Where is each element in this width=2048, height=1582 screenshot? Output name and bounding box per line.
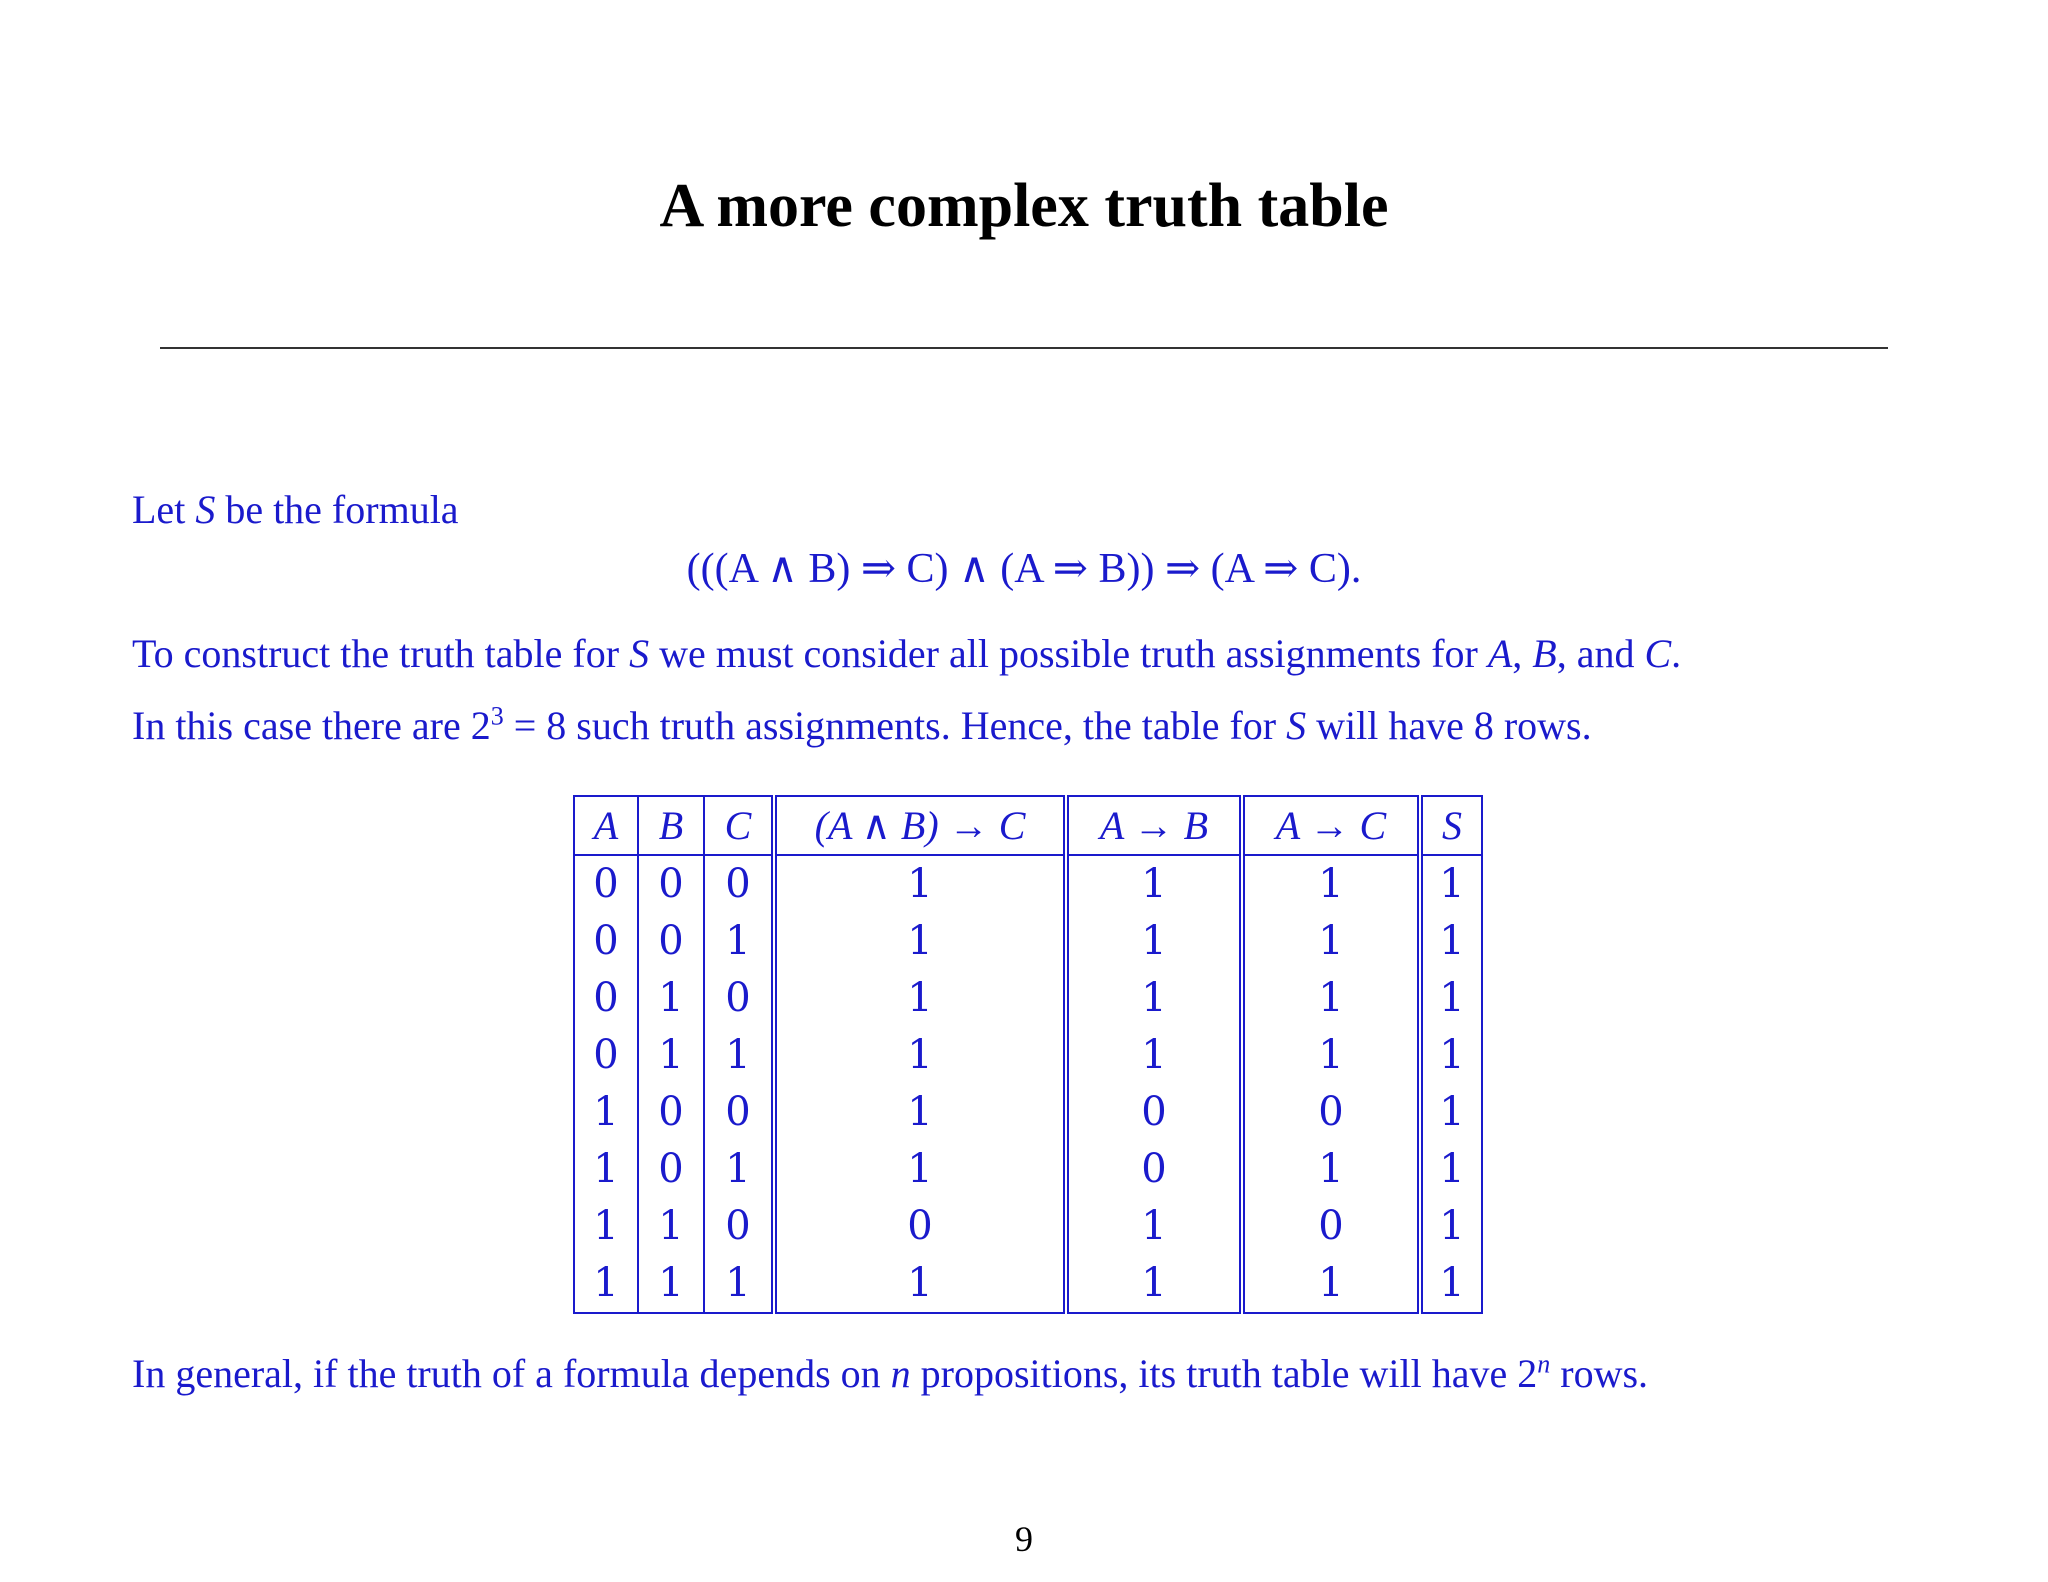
table-row: [574, 913, 1482, 970]
cell-ab-implies-c: 1: [774, 970, 1066, 1027]
cell-s: 1: [1439, 1032, 1465, 1078]
formula-display: (((A ∧ B) ⇒ C) ∧ (A ⇒ B)) ⇒ (A ⇒ C).: [686, 546, 1362, 592]
p1-text2: we must consider all possible truth assignments for: [649, 631, 1488, 676]
p2-exponent: 3: [490, 701, 504, 731]
table-row: [574, 855, 1482, 913]
truth-table: [573, 795, 1483, 1314]
page-number: 9: [1015, 1519, 1033, 1559]
cell-b: 1: [638, 970, 704, 1027]
cell-c: 0: [704, 855, 774, 913]
paragraph-assignments: [132, 630, 1681, 678]
header-a: A: [574, 796, 638, 855]
header-a-and-b-implies-c: (A ∧ B) → C: [774, 796, 1066, 855]
cell-ab-implies-c: 1: [774, 1141, 1066, 1198]
p1-text: To construct the truth table for: [132, 631, 630, 676]
cell-b: 1: [638, 1255, 704, 1313]
concl-text: In general, if the truth of a formula depends on: [132, 1351, 891, 1396]
p1-var-b: B: [1532, 631, 1557, 676]
cell-c: 1: [704, 1141, 774, 1198]
table-row: [574, 1141, 1482, 1198]
cell-a-implies-b: 1: [1066, 913, 1242, 970]
cell-s: 1: [1439, 1089, 1465, 1135]
cell-a-implies-c: 0: [1242, 1084, 1420, 1141]
cell-a: 1: [574, 1198, 638, 1255]
cell-s: 1: [1439, 861, 1465, 907]
cell-a-implies-b: 1: [1066, 970, 1242, 1027]
table-row: [574, 970, 1482, 1027]
cell-c: 0: [704, 970, 774, 1027]
cell-a-implies-b: 0: [1066, 1084, 1242, 1141]
table-row: [574, 1027, 1482, 1084]
p2-text2: such truth assignments. Hence, the table for: [566, 703, 1287, 748]
p1-text3: , and: [1556, 631, 1645, 676]
paragraph-row-count: [132, 702, 1592, 750]
intro-line: [132, 486, 459, 534]
cell-a-implies-b: 1: [1066, 855, 1242, 913]
truth-table-header-row: [574, 796, 1482, 855]
cell-a-implies-c: 1: [1242, 1027, 1420, 1084]
cell-ab-implies-c: 1: [774, 1255, 1066, 1313]
cell-a: 0: [574, 913, 638, 970]
table-row: [574, 1084, 1482, 1141]
cell-a: 1: [574, 1255, 638, 1313]
table-row: [574, 1255, 1482, 1313]
cell-c: 0: [704, 1198, 774, 1255]
p1-var-c: C: [1644, 631, 1672, 676]
concl-var-n: n: [890, 1351, 911, 1396]
p2-text3: will have 8 rows.: [1306, 703, 1592, 748]
cell-a: 1: [574, 1084, 638, 1141]
intro-suffix: be the formula: [215, 487, 459, 532]
cell-s: 1: [1439, 918, 1465, 964]
concl-exponent: n: [1537, 1349, 1551, 1379]
cell-a-implies-c: 1: [1242, 855, 1420, 913]
intro-var-s: S: [195, 487, 216, 532]
cell-ab-implies-c: 1: [774, 1027, 1066, 1084]
cell-ab-implies-c: 1: [774, 1084, 1066, 1141]
cell-a: 0: [574, 970, 638, 1027]
cell-a-implies-c: 0: [1242, 1198, 1420, 1255]
p2-var-s: S: [1286, 703, 1307, 748]
p2-eq: = 8: [503, 703, 567, 748]
cell-a-implies-b: 0: [1066, 1141, 1242, 1198]
concl-text3: rows.: [1550, 1351, 1649, 1396]
header-s: S: [1420, 796, 1482, 855]
cell-a-implies-b: 1: [1066, 1255, 1242, 1313]
header-b: B: [638, 796, 704, 855]
header-a-implies-b: A → B: [1066, 796, 1242, 855]
cell-s: 1: [1439, 1203, 1465, 1249]
cell-a-implies-c: 1: [1242, 1255, 1420, 1313]
cell-ab-implies-c: 1: [774, 913, 1066, 970]
cell-b: 1: [638, 1198, 704, 1255]
cell-ab-implies-c: 1: [774, 855, 1066, 913]
intro-prefix: Let: [132, 487, 196, 532]
p1-var-a: A: [1487, 631, 1513, 676]
p1-var-s: S: [629, 631, 650, 676]
cell-a-implies-b: 1: [1066, 1027, 1242, 1084]
cell-a-implies-c: 1: [1242, 970, 1420, 1027]
concl-text2: propositions, its truth table will have 2: [910, 1351, 1538, 1396]
p2-text: In this case there are 2: [132, 703, 491, 748]
cell-c: 1: [704, 913, 774, 970]
table-row: [574, 1198, 1482, 1255]
cell-b: 0: [638, 913, 704, 970]
title-divider: [160, 347, 1888, 349]
cell-c: 0: [704, 1084, 774, 1141]
cell-s: 1: [1439, 1260, 1465, 1306]
cell-a-implies-b: 1: [1066, 1198, 1242, 1255]
header-a-implies-c: A → C: [1242, 796, 1420, 855]
cell-b: 0: [638, 1084, 704, 1141]
cell-a: 0: [574, 1027, 638, 1084]
cell-a: 0: [574, 855, 638, 913]
cell-s: 1: [1439, 975, 1465, 1021]
cell-b: 1: [638, 1027, 704, 1084]
header-c: C: [704, 796, 774, 855]
cell-b: 0: [638, 855, 704, 913]
p1-end: .: [1671, 631, 1682, 676]
cell-a-implies-c: 1: [1242, 1141, 1420, 1198]
cell-c: 1: [704, 1027, 774, 1084]
page-title: A more complex truth table: [659, 172, 1389, 240]
cell-ab-implies-c: 0: [774, 1198, 1066, 1255]
paragraph-conclusion: [132, 1350, 1648, 1398]
cell-b: 0: [638, 1141, 704, 1198]
p1-comma1: ,: [1512, 631, 1533, 676]
cell-s: 1: [1439, 1146, 1465, 1192]
cell-c: 1: [704, 1255, 774, 1313]
cell-a: 1: [574, 1141, 638, 1198]
cell-a-implies-c: 1: [1242, 913, 1420, 970]
